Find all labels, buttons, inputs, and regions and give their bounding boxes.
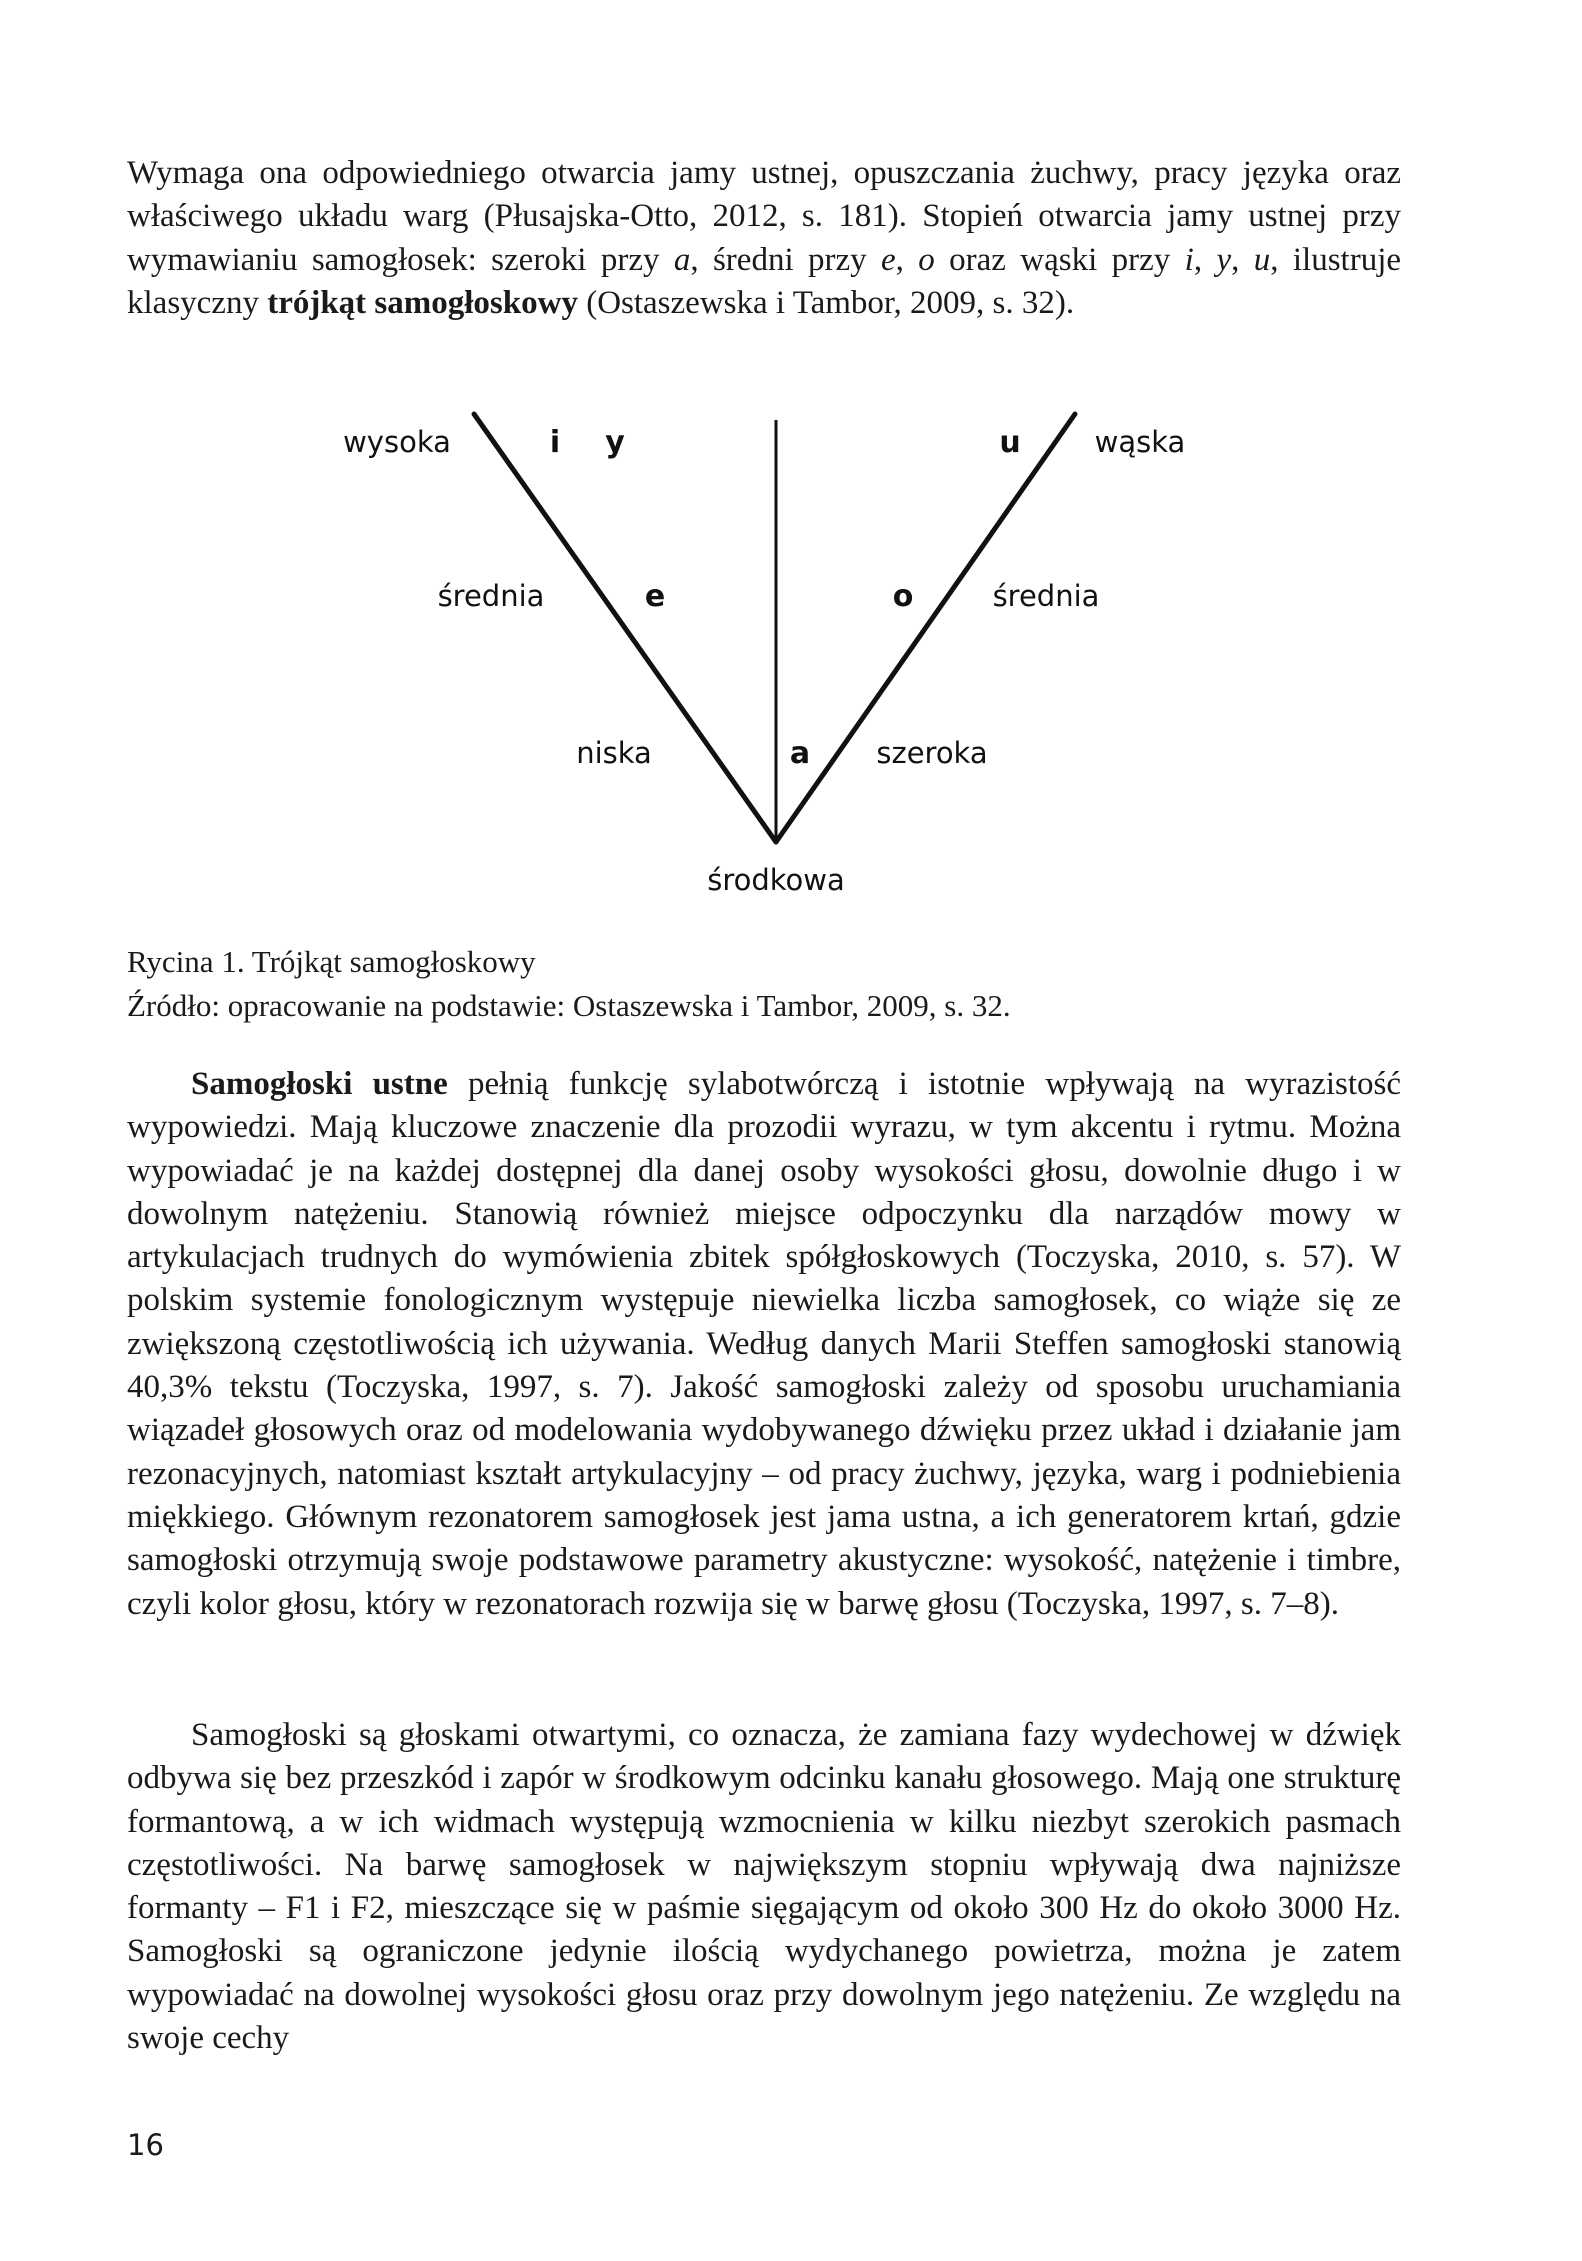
- vowel-y-italic: y: [1216, 241, 1232, 278]
- figure-caption-source: Źródło: opracowanie na podstawie: Ostaszewska i Tambor, 2009, s. 32.: [127, 988, 1011, 1023]
- vowel-a: a: [789, 736, 811, 771]
- vowel-a-italic: a: [673, 241, 691, 278]
- vowel-e-italic: e: [880, 241, 896, 278]
- label-wysoka: wysoka: [343, 425, 451, 459]
- paragraph-text: pełnią funkcję sylabotwórczą i istotnie wpływają na wyrazistość wypowiedzi. Mają kluczowe znaczenie dla prozodii wyrazu, w tym akcentu i rytmu. Można wypowiadać je na każdej dostępnej dla danej osoby wysokości głosu, dowolnie długo i w dowolnym natężeniu. Stanowią również miejsce odpoczynku dla narządów mowy w artykulacjach trudnych do wymówienia zbitek spółgłoskowych (Toczyska, 2010, s. 57). W polskim systemie fonologicznym występuje niewielka liczba samogłosek, co wiąże się ze zwiększoną częstotliwością ich używania. Według danych Marii Steffen samogłoski stanowią 40,3% tekstu (Toczyska, 1997, s. 7). Jakość samogłoski zależy od sposobu uruchamiania wiązadeł głosowych oraz od modelowania wydobywanego dźwięku przez układ i działanie jam rezonacyjnych, natomiast kształt artykulacyjny – od pracy żuchwy, języka, warg i podniebienia miękkiego. Głównym rezonatorem samogłosek jest jama ustna, a ich generatorem krtań, gdzie samogłoski otrzymują swoje podstawowe parametry akustyczne: wysokość, natężenie i timbre, czyli kolor głosu, który w rezonatorach rozwija się w barwę głosu (Toczyska, 1997, s. 7–8).: [127, 1066, 1401, 1622]
- separator: ,: [1231, 241, 1254, 278]
- body-paragraph-2: [127, 1714, 1401, 2060]
- left-diagonal-line: [474, 414, 776, 842]
- label-srednia-right: średnia: [992, 579, 1100, 613]
- figure-caption-title: Rycina 1. Trójkąt samogłoskowy: [127, 944, 536, 979]
- vowel-i: i: [549, 425, 561, 460]
- vowel-o: o: [892, 579, 914, 614]
- vowel-y: y: [605, 425, 625, 460]
- label-srednia-left: średnia: [437, 579, 545, 613]
- intro-paragraph: [127, 152, 1401, 325]
- intro-text: , ilustruje klasyczny: [127, 241, 1402, 321]
- vowel-i-italic: i: [1184, 241, 1194, 278]
- intro-text: oraz wąski przy: [934, 241, 1185, 278]
- key-term: Samogłoski ustne: [191, 1066, 448, 1102]
- body-paragraph-1: [127, 1063, 1401, 1626]
- label-srodkowa: środkowa: [707, 863, 845, 897]
- intro-text: , średni przy: [690, 241, 881, 278]
- right-diagonal-line: [776, 414, 1075, 842]
- vowel-o-italic: o: [918, 241, 935, 278]
- intro-text: (Ostaszewska i Tambor, 2009, s. 32).: [577, 284, 1075, 321]
- label-waska: wąska: [1094, 425, 1186, 459]
- vowel-triangle-figure: [0, 390, 1582, 910]
- vowel-triangle-diagram: [0, 390, 1582, 910]
- separator: ,: [895, 241, 919, 278]
- separator: ,: [1193, 241, 1217, 278]
- paragraph-text: Samogłoski są głoskami otwartymi, co oznacza, że zamiana fazy wydechowej w dźwięk odbywa się bez przeszkód i zapór w środkowym odcinku kanału głosowego. Mają one strukturę formantową, a w ich widmach występują wzmocnienia w kilku niezbyt szerokich pasmach częstotliwości. Na barwę samogłosek w największym stopniu wpływają dwa najniższe formanty – F1 i F2, mieszczące się w paśmie sięgającym od około 300 Hz do około 3000 Hz. Samogłoski są ograniczone jedynie ilością wydychanego powietrza, można je zatem wypowiadać na dowolnej wysokości głosu oraz przy dowolnym jego natężeniu. Ze względu na swoje cechy: [127, 1717, 1401, 2057]
- key-term: trójkąt samogłoskowy: [267, 284, 578, 321]
- vowel-e: e: [644, 579, 666, 614]
- label-niska: niska: [576, 736, 652, 770]
- label-szeroka: szeroka: [876, 736, 988, 770]
- vowel-u: u: [999, 425, 1021, 460]
- page-number: 16: [127, 2128, 164, 2162]
- intro-text: Wymaga ona odpowiedniego otwarcia jamy ustnej, opuszczania żuchwy, pracy języka oraz właściwego układu warg (Płusajska-Otto, 2012, s. 181). Stopień otwarcia jamy ustnej przy wymawianiu samogłosek: szeroki przy: [127, 155, 1401, 278]
- vowel-u-italic: u: [1253, 241, 1271, 278]
